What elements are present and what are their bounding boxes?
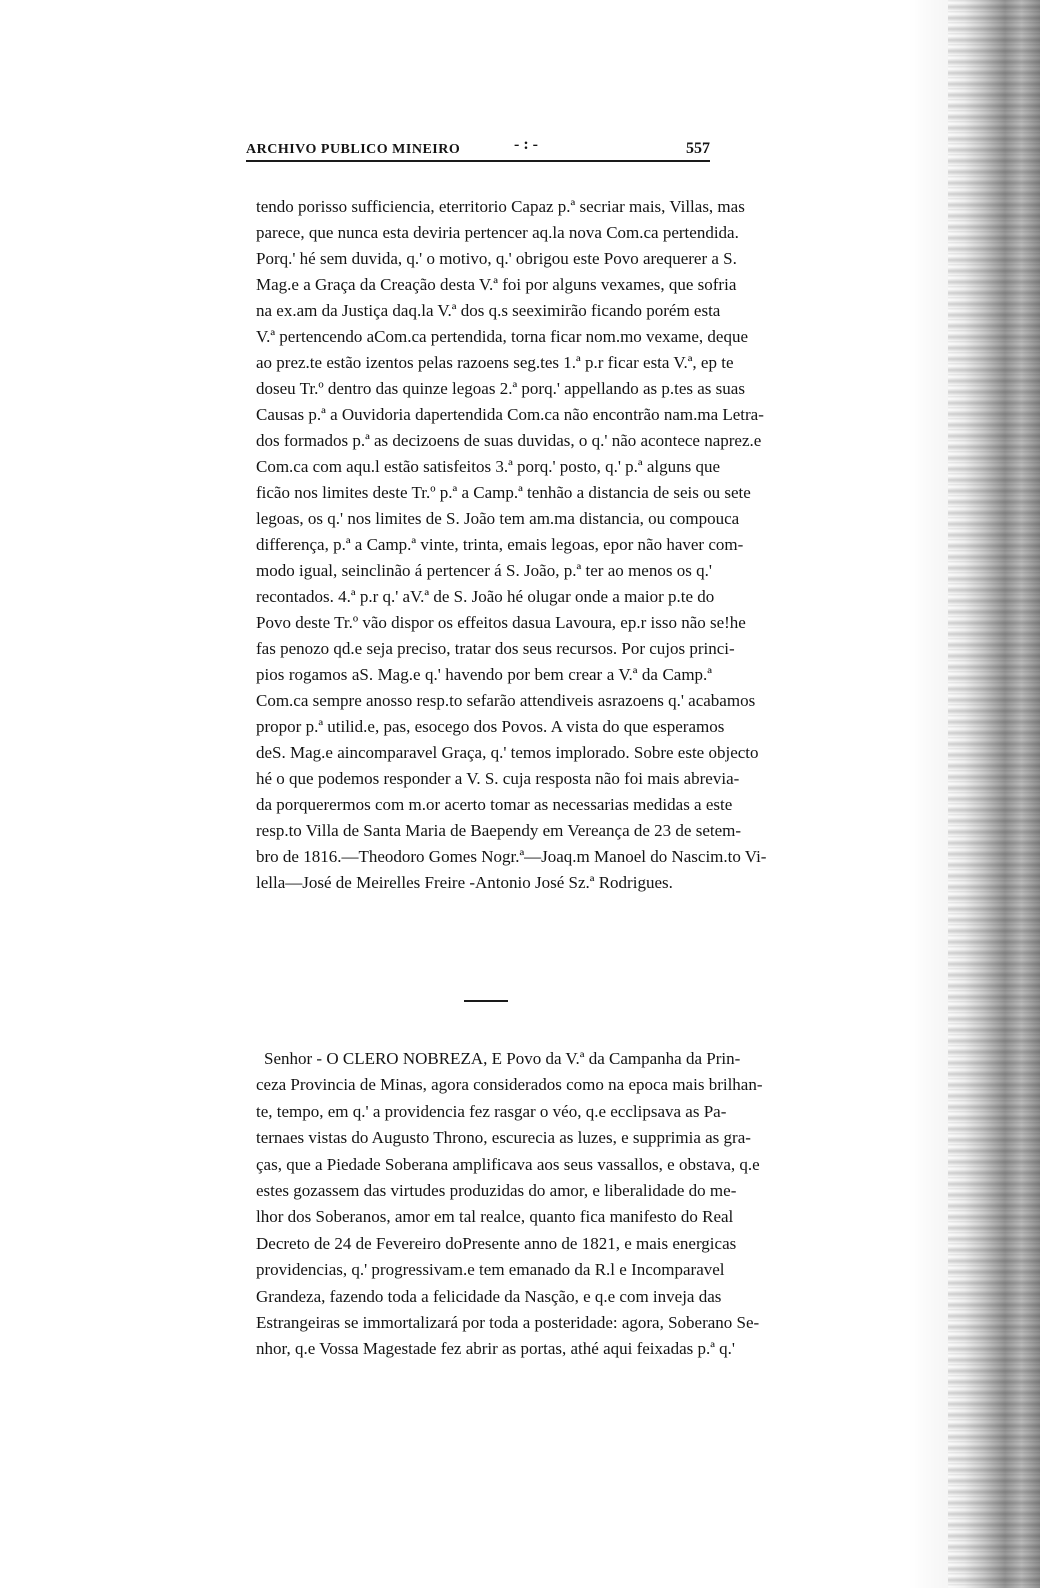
text-line: parece, que nunca esta deviria pertencer aq.la nova Com.ca pertendida. (256, 223, 739, 242)
text-line: estes gozassem das virtudes produzidas do amor, e liberalidade do me- (256, 1180, 737, 1200)
running-head-title: ARCHIVO PUBLICO MINEIRO (246, 142, 461, 157)
text-line: Decreto de 24 de Fevereiro doPresente anno de 1821, e mais energicas (256, 1233, 737, 1253)
text-line: bro de 1816.—Theodoro Gomes Nogr.ª—Joaq.m Manoel do Nascim.to Vi- (256, 847, 767, 866)
text-line: Com.ca com aqu.l estão satisfeitos 3.ª porq.' posto, q.' p.ª alguns que (256, 457, 721, 476)
text-line: lella—José de Meirelles Freire -Antonio José Sz.ª Rodrigues. (256, 873, 673, 892)
text-line: na ex.am da Justiça daq.la V.ª dos q.s seeximirão ficando porém esta (256, 301, 721, 320)
text-line: Povo deste Tr.º vão dispor os effeitos dasua Lavoura, ep.r isso não se!he (256, 613, 746, 632)
text-line: ças, que a Piedade Soberana amplificava aos seus vassallos, e obstava, q.e (256, 1154, 760, 1174)
section-separator (464, 1000, 508, 1002)
text-line: fas penozo qd.e seja preciso, tratar dos seus recursos. Por cujos princi- (256, 639, 735, 658)
text-line: hé o que podemos responder a V. S. cuja resposta não foi mais abrevia- (256, 769, 740, 788)
page-number: 557 (686, 140, 710, 157)
text-line: nhor, q.e Vossa Magestade fez abrir as portas, athé aqui feixadas p.ª q.' (256, 1339, 735, 1359)
text-line: ficão nos limites deste Tr.º p.ª a Camp.ª tenhão a distancia de seis ou sete (256, 483, 751, 502)
document-text-block-1 (256, 194, 767, 896)
text-line: Grandeza, fazendo toda a felicidade da Nasção, e q.e com inveja das (256, 1286, 722, 1306)
text-line: doseu Tr.º dentro das quinze legoas 2.ª porq.' appellando as p.tes as suas (256, 379, 745, 398)
text-line: Estrangeiras se immortalizará por toda a posteridade: agora, Soberano Se- (256, 1312, 760, 1332)
text-line: Mag.e a Graça da Creação desta V.ª foi por alguns vexames, que sofria (256, 275, 737, 294)
text-line: Com.ca sempre anosso resp.to sefarão attendiveis asrazoens q.' acabamos (256, 691, 756, 710)
text-line: deS. Mag.e aincomparavel Graça, q.' temos implorado. Sobre este objecto (256, 743, 759, 762)
text-line: differença, p.ª a Camp.ª vinte, trinta, emais legoas, epor não haver com- (256, 535, 744, 554)
header-rule (246, 160, 710, 162)
text-line: ao prez.te estão izentos pelas razoens seg.tes 1.ª p.r ficar esta V.ª, ep te (256, 353, 734, 372)
text-line: providencias, q.' progressivam.e tem emanado da R.l e Incomparavel (256, 1260, 725, 1280)
book-binding-edge (948, 0, 1040, 1588)
running-head (246, 138, 710, 162)
text-line: ceza Provincia de Minas, agora considerados como na epoca mais brilhan- (256, 1075, 763, 1095)
binding-shadow (908, 0, 948, 1588)
running-head-mark: - : - (514, 136, 538, 153)
text-line: resp.to Villa de Santa Maria de Baependy em Vereança de 23 de setem- (256, 821, 742, 840)
text-line: Senhor - O CLERO NOBREZA, E Povo da V.ª da Campanha da Prin- (264, 1049, 741, 1068)
text-line: Porq.' hé sem duvida, q.' o motivo, q.' obrigou este Povo arequerer a S. (256, 249, 737, 268)
text-line: dos formados p.ª as decizoens de suas duvidas, o q.' não acontece naprez.e (256, 431, 762, 450)
document-text-block-2 (256, 1046, 763, 1363)
text-line: ternaes vistas do Augusto Throno, escurecia as luzes, e supprimia as gra- (256, 1128, 751, 1148)
text-line: tendo porisso sufficiencia, eterritorio Capaz p.ª secriar mais, Villas, mas (256, 197, 745, 216)
text-line: recontados. 4.ª p.r q.' aV.ª de S. João hé olugar onde a maior p.te do (256, 587, 715, 606)
text-line: propor p.ª utilid.e, pas, esocego dos Povos. A vista do que esperamos (256, 717, 725, 736)
text-line: legoas, os q.' nos limites de S. João tem am.ma distancia, ou compouca (256, 509, 740, 528)
text-line: te, tempo, em q.' a providencia fez rasgar o véo, q.e ecclipsava as Pa- (256, 1101, 727, 1121)
text-line: lhor dos Soberanos, amor em tal realce, quanto fica manifesto do Real (256, 1207, 734, 1227)
text-line: modo igual, seinclinão á pertencer á S. João, p.ª ter ao menos os q.' (256, 561, 712, 580)
text-line: da porquerermos com m.or acerto tomar as necessarias medidas a este (256, 795, 733, 814)
text-line: pios rogamos aS. Mag.e q.' havendo por bem crear a V.ª da Camp.ª (256, 665, 712, 684)
text-line: V.ª pertencendo aCom.ca pertendida, torna ficar nom.mo vexame, deque (256, 327, 748, 346)
text-line: Causas p.ª a Ouvidoria dapertendida Com.ca não encontrão nam.ma Letra- (256, 405, 764, 424)
